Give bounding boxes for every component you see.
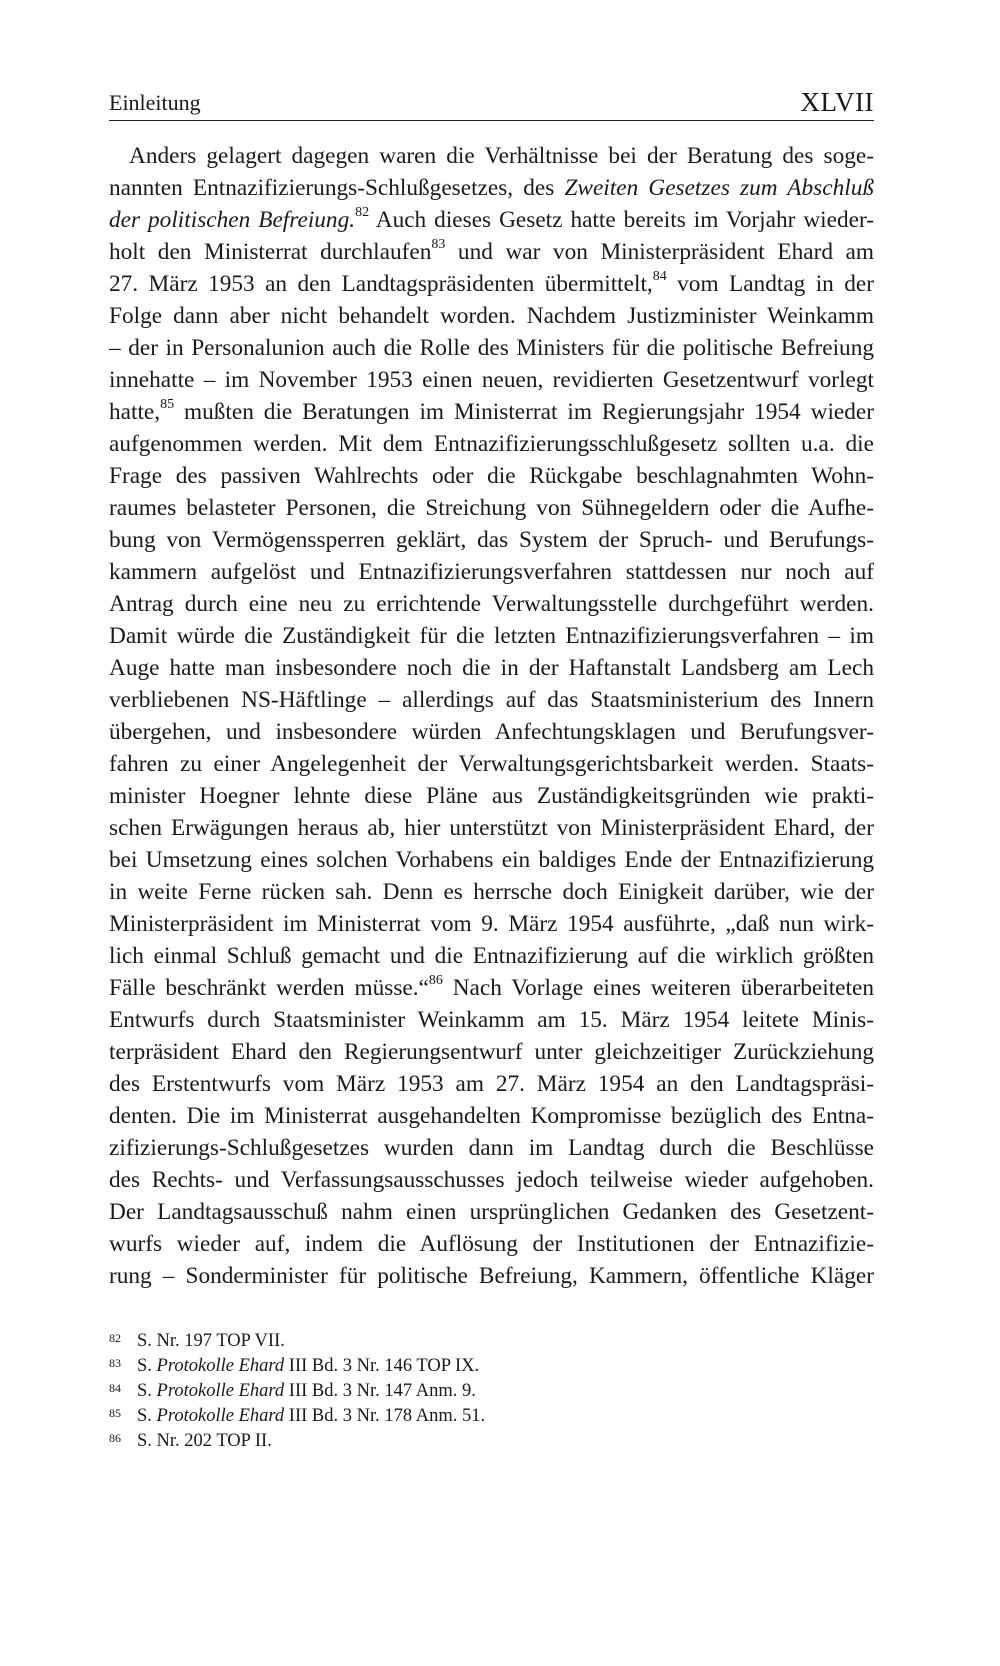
text-segment: Entwurfs durch Staatsminister Weinkamm am 15. März 1954 leitete Minis- (109, 1007, 874, 1033)
text-segment: Auch dieses Gesetz hatte bereits im Vorjahr wieder- (369, 207, 874, 233)
footnote (109, 1429, 874, 1454)
text-segment: III Bd. 3 Nr. 178 Anm. 51. (284, 1406, 486, 1426)
text-segment: fahren zu einer Angelegenheit der Verwaltungsgerichtsbarkeit werden. Staats- (109, 751, 874, 777)
text-line (109, 1068, 874, 1100)
text-line (109, 620, 874, 652)
text-segment: S. (137, 1356, 157, 1376)
text-line (109, 236, 874, 268)
text-segment: Zweiten Gesetzes zum Abschluß (564, 175, 874, 201)
footnotes (109, 1329, 874, 1454)
text-segment: der politischen Befreiung. (109, 207, 356, 233)
text-line (109, 140, 874, 172)
header-section-title: Einleitung (109, 90, 201, 115)
text-segment: bung von Vermögenssperren geklärt, das System der Spruch- und Berufungs- (109, 527, 874, 553)
text-segment: des Erstentwurfs vom März 1953 am 27. März 1954 an den Landtagspräsi- (109, 1071, 874, 1097)
text-segment: Frage des passiven Wahlrechts oder die Rückgabe beschlagnahmten Wohn- (109, 463, 874, 489)
text-segment: Protokolle Ehard (156, 1406, 285, 1426)
text-segment: übergehen, und insbesondere würden Anfechtungsklagen und Berufungsver- (109, 719, 874, 745)
text-line (109, 364, 874, 396)
text-segment: lich einmal Schluß gemacht und die Entnazifizierung auf die wirklich größten (109, 943, 874, 969)
text-line (109, 940, 874, 972)
text-segment: minister Hoegner lehnte diese Pläne aus Zuständigkeitsgründen wie prakti- (109, 783, 874, 809)
text-segment: Antrag durch eine neu zu errichtende Verwaltungsstelle durchgeführt werden. (109, 591, 874, 617)
text-line (109, 396, 874, 428)
text-segment: schen Erwägungen heraus ab, hier unterstützt von Ministerpräsident Ehard, der (109, 815, 874, 841)
text-segment: wurfs wieder auf, indem die Auflösung der Institutionen der Entnazifizie- (109, 1231, 874, 1257)
text-segment: holt den Ministerrat durchlaufen (109, 239, 432, 265)
text-line (109, 812, 874, 844)
footnote (109, 1329, 874, 1354)
text-line (109, 1100, 874, 1132)
text-segment: des Rechts- und Verfassungsausschusses jedoch teilweise wieder aufgehoben. (109, 1167, 874, 1193)
text-segment: zifizierungs-Schlußgesetzes wurden dann im Landtag durch die Beschlüsse (109, 1135, 874, 1161)
text-segment: S. (137, 1406, 157, 1426)
text-line (109, 172, 874, 204)
text-segment: Folge dann aber nicht behandelt worden. Nachdem Justizminister Weinkamm (109, 303, 874, 329)
text-segment: denten. Die im Ministerrat ausgehandelten Kompromisse bezüglich des Entna- (109, 1103, 874, 1129)
text-segment: III Bd. 3 Nr. 146 TOP IX. (284, 1356, 480, 1376)
text-line (109, 876, 874, 908)
text-segment: S. Nr. 197 TOP VII. (137, 1331, 285, 1351)
footnote (109, 1404, 874, 1429)
text-line (109, 1196, 874, 1228)
text-line (109, 780, 874, 812)
text-segment: 27. März 1953 an den Landtagspräsidenten übermittelt, (109, 271, 653, 297)
header-page-number: XLVII (800, 87, 874, 117)
text-segment: mußten die Beratungen im Ministerrat im Regierungsjahr 1954 wieder (174, 399, 874, 425)
text-segment: aufgenommen werden. Mit dem Entnazifizierungsschlußgesetz sollten u.a. die (109, 431, 874, 457)
text-segment: Auge hatte man insbesondere noch die in der Haftanstalt Landsberg am Lech (109, 655, 874, 681)
text-segment: innehatte – im November 1953 einen neuen, revidierten Gesetzentwurf vorlegt (109, 367, 874, 393)
text-line (109, 556, 874, 588)
text-segment: – der in Personalunion auch die Rolle des Ministers für die politische Befreiung (109, 335, 874, 361)
text-line (109, 844, 874, 876)
text-segment: bei Umsetzung eines solchen Vorhabens ein baldiges Ende der Entnazifizierung (109, 847, 874, 873)
text-line (109, 524, 874, 556)
text-segment: Protokolle Ehard (156, 1381, 285, 1401)
text-line (109, 492, 874, 524)
text-segment: kammern aufgelöst und Entnazifizierungsverfahren stattdessen nur noch auf (109, 559, 874, 585)
text-line (109, 428, 874, 460)
text-segment: Protokolle Ehard (156, 1356, 285, 1376)
text-line (109, 1132, 874, 1164)
text-segment: Der Landtagsausschuß nahm einen ursprünglichen Gedanken des Gesetzent- (109, 1199, 874, 1225)
footnote-number: 85 (109, 1406, 121, 1420)
text-line (109, 1228, 874, 1260)
text-segment: Damit würde die Zuständigkeit für die letzten Entnazifizierungsverfahren – im (109, 623, 874, 649)
text-segment: und war von Ministerpräsident Ehard am (445, 239, 875, 265)
footnote-number: 84 (109, 1381, 121, 1395)
text-segment: rung – Sonderminister für politische Befreiung, Kammern, öffentliche Kläger (109, 1263, 874, 1289)
footnote-reference: 86 (428, 973, 443, 989)
text-segment: hatte, (109, 399, 161, 425)
body-paragraph (109, 140, 874, 1292)
footnote (109, 1354, 874, 1379)
text-line (109, 332, 874, 364)
footnote-number: 83 (109, 1356, 121, 1370)
footnote-reference: 83 (431, 237, 446, 253)
footnote-number: 82 (109, 1331, 121, 1345)
footnote-reference: 82 (355, 205, 370, 221)
text-line (109, 1164, 874, 1196)
text-line (109, 716, 874, 748)
footnote (109, 1379, 874, 1404)
footnote-reference: 85 (160, 397, 175, 413)
text-line (109, 268, 874, 300)
text-line (109, 684, 874, 716)
text-segment: terpräsident Ehard den Regierungsentwurf unter gleichzeitiger Zurückziehung (109, 1039, 874, 1065)
text-segment: in weite Ferne rücken sah. Denn es herrsche doch Einigkeit darüber, wie der (109, 879, 874, 905)
text-line (109, 300, 874, 332)
text-line (109, 908, 874, 940)
text-segment: raumes belasteter Personen, die Streichung von Sühnegeldern oder die Aufhe- (109, 495, 874, 521)
text-segment: S. (137, 1381, 157, 1401)
text-line (109, 1036, 874, 1068)
text-segment: Fälle beschränkt werden müsse.“ (109, 975, 429, 1001)
text-line (109, 1260, 874, 1292)
text-line (109, 748, 874, 780)
text-segment: S. Nr. 202 TOP II. (137, 1431, 272, 1451)
text-line (109, 1004, 874, 1036)
text-segment: Nach Vorlage eines weiteren überarbeiteten (442, 975, 874, 1001)
text-line (109, 460, 874, 492)
text-segment: verbliebenen NS-Häftlinge – allerdings auf das Staatsministerium des Innern (109, 687, 874, 713)
text-line (109, 588, 874, 620)
running-header (109, 82, 874, 121)
text-segment: vom Landtag in der (666, 271, 874, 297)
footnote-number: 86 (109, 1431, 121, 1445)
text-segment: Anders gelagert dagegen waren die Verhältnisse bei der Beratung des soge- (129, 143, 874, 169)
text-segment: nannten Entnazifizierungs-Schlußgesetzes, des (109, 175, 565, 201)
text-line (109, 972, 874, 1004)
footnote-reference: 84 (652, 269, 667, 285)
text-segment: Ministerpräsident im Ministerrat vom 9. März 1954 ausführte, „daß nun wirk- (109, 911, 874, 937)
text-segment: III Bd. 3 Nr. 147 Anm. 9. (284, 1381, 476, 1401)
text-line (109, 652, 874, 684)
text-line (109, 204, 874, 236)
